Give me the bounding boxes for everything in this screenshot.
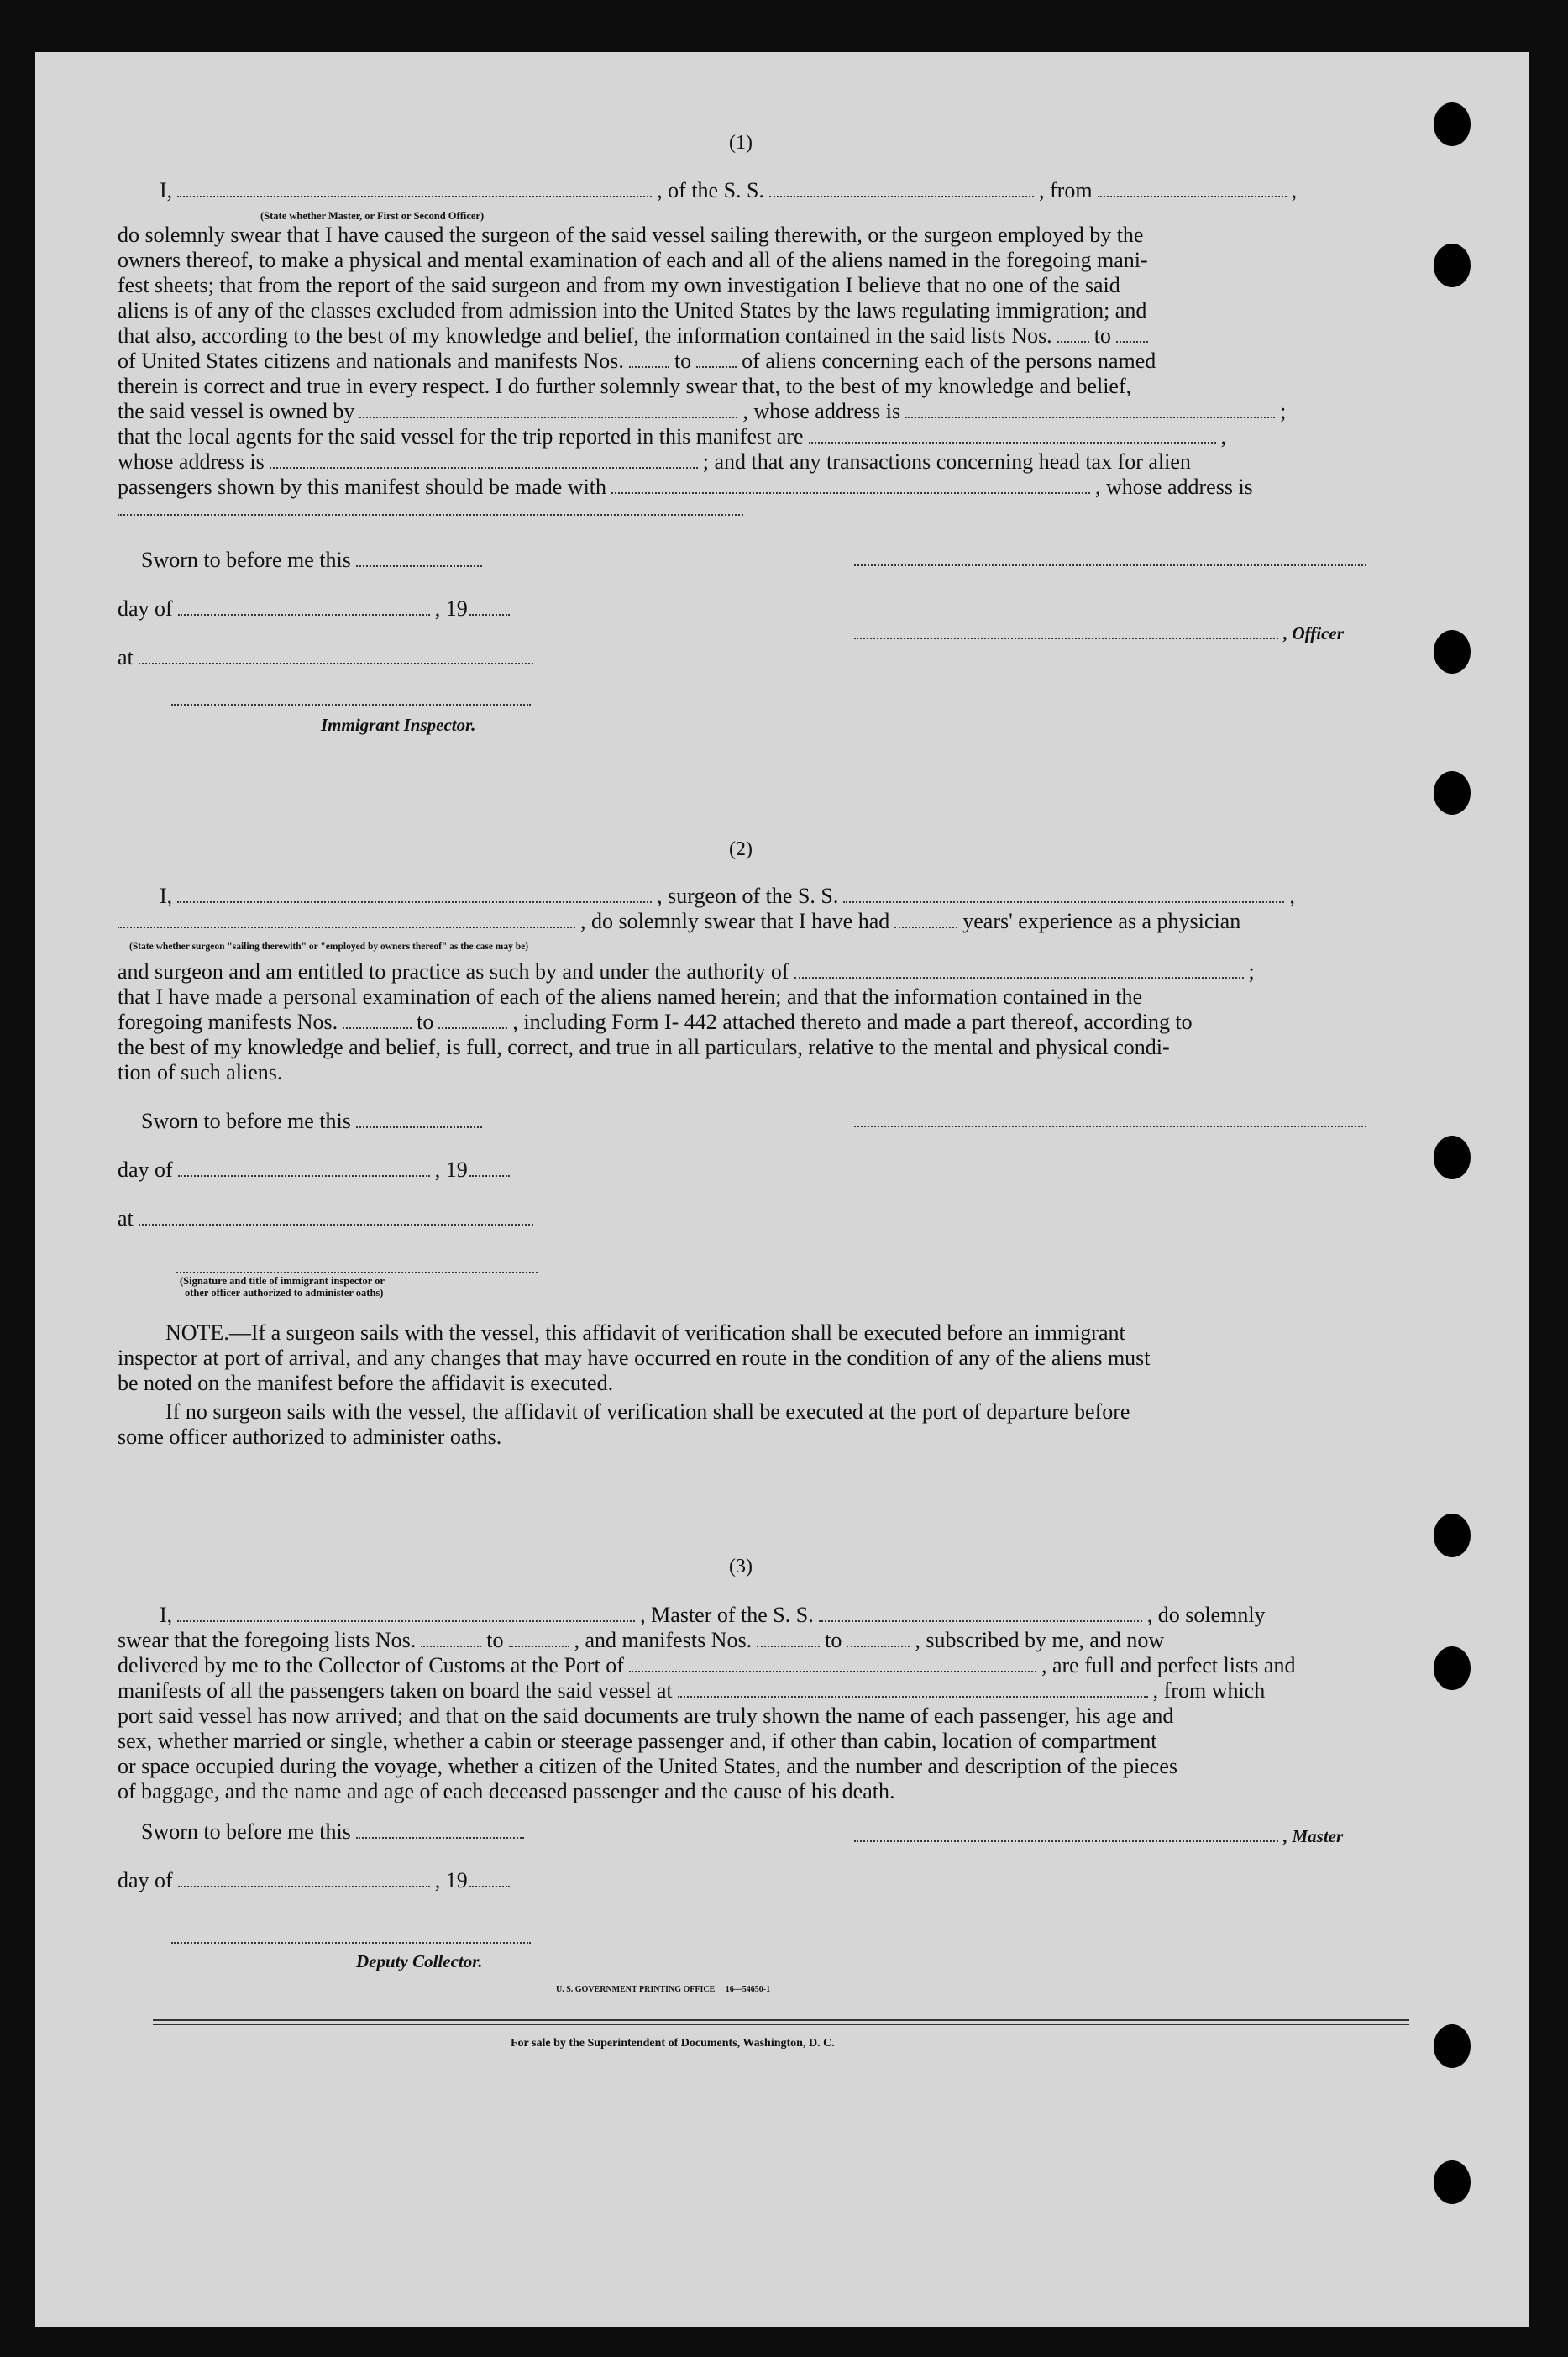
section-3-number: (3) bbox=[729, 1556, 753, 1577]
s1-from: , from bbox=[1039, 178, 1093, 202]
punch-hole bbox=[1434, 2160, 1471, 2204]
footer-rule bbox=[153, 2019, 1409, 2021]
s1-at bbox=[118, 645, 538, 670]
s3-master-of-ss: , Master of the S. S. bbox=[640, 1603, 814, 1627]
s3-sworn-label: Sworn to before me this bbox=[141, 1819, 351, 1844]
s1-para-6 bbox=[118, 349, 1156, 374]
s2-para-3 bbox=[118, 1010, 1193, 1035]
s2-at bbox=[118, 1206, 538, 1231]
s2-p1a: and surgeon and am entitled to practice as such by and under the authority of bbox=[118, 959, 789, 984]
s2-p3a: foregoing manifests Nos. bbox=[118, 1010, 338, 1034]
s1-line-intro: I, , of the S. S. , from , bbox=[160, 178, 1298, 202]
s2-year-label: , 19 bbox=[434, 1158, 468, 1182]
s1-immigrant-inspector: Immigrant Inspector. bbox=[321, 715, 476, 735]
s3-p1d: to bbox=[825, 1628, 842, 1652]
s1-p10a: whose address is bbox=[118, 449, 265, 474]
s1-p6c: of aliens concerning each of the persons named bbox=[742, 349, 1156, 373]
s2-sig-note-1: (Signature and title of immigrant inspector or bbox=[180, 1275, 385, 1287]
s2-line-2 bbox=[118, 909, 1240, 934]
s1-inspector-sig-line bbox=[171, 704, 531, 706]
s2-note-1: NOTE.—If a surgeon sails with the vessel, this affidavit of verification shall be executed before an immigrant bbox=[165, 1320, 1125, 1345]
s2-p3b: to bbox=[417, 1010, 434, 1034]
s1-p6a: of United States citizens and nationals and manifests Nos. bbox=[118, 349, 624, 373]
s3-solemnly: , do solemnly bbox=[1146, 1603, 1266, 1627]
s1-officer-label: , Officer bbox=[1283, 623, 1344, 643]
s3-master-label: , Master bbox=[1283, 1826, 1344, 1846]
form-page bbox=[35, 52, 1529, 2327]
s2-para-1 bbox=[118, 959, 1255, 984]
footer-rule-2 bbox=[153, 2024, 1409, 2025]
s1-p8c: ; bbox=[1280, 399, 1287, 423]
punch-hole bbox=[1434, 102, 1471, 146]
s1-para-3: fest sheets; that from the report of the said surgeon and from my own investigation I believe that no one of the said bbox=[118, 273, 1120, 297]
s1-officer-note: (State whether Master, or First or Second Officer) bbox=[260, 210, 485, 222]
s3-p2a: delivered by me to the Collector of Customs at the Port of bbox=[118, 1653, 624, 1677]
s3-para-5: sex, whether married or single, whether a cabin or steerage passenger and, if other than cabin, location of compartment bbox=[118, 1729, 1157, 1753]
s1-para-8 bbox=[118, 399, 1286, 424]
s1-para-11 bbox=[118, 475, 1253, 500]
s2-p1b: ; bbox=[1248, 959, 1255, 984]
s2-para-5: tion of such aliens. bbox=[118, 1060, 283, 1084]
s1-para-7: therein is correct and true in every respect. I do further solemnly swear that, to the best of my knowledge and belief, bbox=[118, 374, 1132, 398]
s3-para-3 bbox=[118, 1678, 1265, 1703]
section-1-number: (1) bbox=[729, 132, 753, 154]
s2-sig-line bbox=[176, 1272, 538, 1273]
s3-para-4: port said vessel has now arrived; and that on the said documents are truly shown the name of each passenger, his age and bbox=[118, 1703, 1174, 1728]
s3-line-1 bbox=[160, 1603, 1266, 1628]
s3-day bbox=[118, 1868, 515, 1893]
s3-p1a: swear that the foregoing lists Nos. bbox=[118, 1628, 417, 1652]
s2-sig-note-2: other officer authorized to administer oaths) bbox=[185, 1287, 384, 1299]
s2-line-1 bbox=[160, 884, 1295, 909]
s2-sworn bbox=[141, 1109, 487, 1134]
s1-para-4: aliens is of any of the classes excluded from admission into the United States by the laws regulating immigration; and bbox=[118, 298, 1147, 323]
s3-p1c: , and manifests Nos. bbox=[574, 1628, 753, 1652]
s2-para-2: that I have made a personal examination of each of the aliens named herein; and that the information contained in the bbox=[118, 984, 1143, 1009]
s3-deputy-collector: Deputy Collector. bbox=[356, 1951, 483, 1971]
s1-p5b: to bbox=[1093, 323, 1111, 348]
punch-hole bbox=[1434, 630, 1471, 674]
s3-p3a: manifests of all the passengers taken on board the said vessel at bbox=[118, 1678, 673, 1703]
s1-p8b: , whose address is bbox=[742, 399, 901, 423]
s1-p6b: to bbox=[674, 349, 692, 373]
s1-p8a: the said vessel is owned by bbox=[118, 399, 355, 423]
punch-hole bbox=[1434, 1136, 1471, 1179]
s1-para-9 bbox=[118, 424, 1226, 449]
s3-sworn bbox=[141, 1819, 529, 1845]
s2-i: I, bbox=[160, 884, 173, 908]
s2-officer-sig-line bbox=[854, 1126, 1366, 1127]
s3-para-1 bbox=[118, 1628, 1164, 1653]
s2-l2a: , do solemnly swear that I have had bbox=[580, 909, 890, 933]
s1-para-1: do solemnly swear that I have caused the surgeon of the said vessel sailing therewith, or the surgeon employed by the bbox=[118, 223, 1144, 247]
s3-para-2 bbox=[118, 1653, 1295, 1678]
punch-hole bbox=[1434, 771, 1471, 815]
s1-day-label: day of bbox=[118, 596, 173, 621]
s1-p9b: , bbox=[1220, 424, 1227, 449]
s3-collector-sig-line bbox=[171, 1942, 531, 1944]
s1-para-10 bbox=[118, 449, 1191, 475]
s3-master-line bbox=[854, 1823, 1343, 1849]
s2-day bbox=[118, 1158, 515, 1183]
s2-sworn-label: Sworn to before me this bbox=[141, 1109, 351, 1133]
s2-comma: , bbox=[1289, 884, 1295, 908]
s1-para-2: owners thereof, to make a physical and mental examination of each and all of the aliens named in the foregoing mani- bbox=[118, 248, 1148, 272]
s2-day-label: day of bbox=[118, 1158, 173, 1182]
s1-para-5 bbox=[118, 323, 1153, 349]
s2-surgeon-note: (State whether surgeon "sailing therewith" or "employed by owners thereof" as the case may be) bbox=[129, 942, 529, 952]
punch-hole bbox=[1434, 244, 1471, 287]
s2-note-5: some officer authorized to administer oaths. bbox=[118, 1425, 502, 1449]
s1-day bbox=[118, 596, 515, 622]
for-sale-notice: For sale by the Superintendent of Documents, Washington, D. C. bbox=[511, 2037, 835, 2050]
s1-p10b: ; and that any transactions concerning head tax for alien bbox=[702, 449, 1191, 474]
printing-office-code: U. S. GOVERNMENT PRINTING OFFICE 16—54650-1 bbox=[556, 1985, 771, 1994]
s3-p3b: , from which bbox=[1152, 1678, 1266, 1703]
s1-officer-line bbox=[854, 620, 1344, 646]
s2-note-2: inspector at port of arrival, and any changes that may have occurred en route in the condition of any of the aliens must bbox=[118, 1346, 1151, 1370]
s1-at-label: at bbox=[118, 645, 134, 669]
s3-year-label: , 19 bbox=[434, 1868, 468, 1892]
s1-p11a: passengers shown by this manifest should be made with bbox=[118, 475, 607, 499]
s2-p3c: , including Form I- 442 attached thereto and made a part thereof, according to bbox=[512, 1010, 1193, 1034]
s2-note-4: If no surgeon sails with the vessel, the affidavit of verification shall be executed at the port of departure before bbox=[165, 1399, 1130, 1424]
s3-p2b: , are full and perfect lists and bbox=[1041, 1653, 1296, 1677]
punch-hole bbox=[1434, 2024, 1471, 2068]
s3-para-7: of baggage, and the name and age of each deceased passenger and the cause of his death. bbox=[118, 1779, 895, 1803]
s3-i: I, bbox=[160, 1603, 173, 1627]
s3-day-label: day of bbox=[118, 1868, 173, 1892]
s2-para-4: the best of my knowledge and belief, is full, correct, and true in all particulars, relative to the mental and physical condi- bbox=[118, 1035, 1170, 1059]
s1-i: I, bbox=[160, 178, 173, 202]
s1-officer-sig-line-1 bbox=[854, 564, 1366, 566]
s1-p5a: that also, according to the best of my knowledge and belief, the information contained in the said lists Nos. bbox=[118, 323, 1052, 348]
s1-sworn-label: Sworn to before me this bbox=[141, 548, 351, 572]
s1-address-blank bbox=[118, 514, 743, 516]
s2-l2b: years' experience as a physician bbox=[962, 909, 1241, 933]
s3-para-6: or space occupied during the voyage, whether a citizen of the United States, and the number and description of the pieces bbox=[118, 1754, 1178, 1778]
s2-surgeon-of-ss: , surgeon of the S. S. bbox=[657, 884, 839, 908]
s1-year-label: , 19 bbox=[434, 596, 468, 621]
s1-sworn bbox=[141, 548, 487, 573]
s2-at-label: at bbox=[118, 1206, 134, 1231]
s1-of-ss: , of the S. S. bbox=[657, 178, 765, 202]
punch-hole bbox=[1434, 1514, 1471, 1557]
s1-p9a: that the local agents for the said vessel for the trip reported in this manifest are bbox=[118, 424, 804, 449]
punch-hole bbox=[1434, 1646, 1471, 1690]
s3-p1e: , subscribed by me, and now bbox=[915, 1628, 1165, 1652]
s1-p11b: , whose address is bbox=[1095, 475, 1253, 499]
s3-p1b: to bbox=[486, 1628, 504, 1652]
s2-note-3: be noted on the manifest before the affidavit is executed. bbox=[118, 1371, 614, 1395]
section-2-number: (2) bbox=[729, 838, 753, 860]
